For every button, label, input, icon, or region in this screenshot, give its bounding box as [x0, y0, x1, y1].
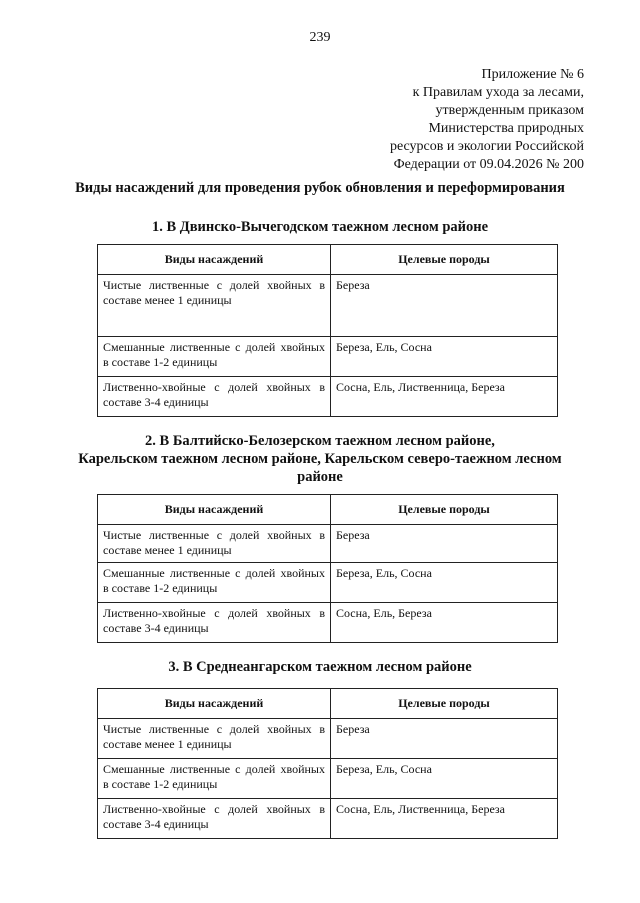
appendix-line: Федерации от 09.04.2026 № 200: [393, 157, 584, 172]
stand-type-cell: Чистые лиственные с долей хвойных в составе менее 1 единицы: [98, 525, 331, 563]
section-title-line: 2. В Балтийско-Белозерском таежном лесном районе,: [145, 433, 495, 449]
header-stand-types: Виды насаждений: [98, 245, 331, 275]
appendix-line: ресурсов и экологии Российской: [389, 139, 584, 154]
table-header-row: [98, 495, 558, 525]
header-target-species: Целевые породы: [331, 245, 558, 275]
section-3-title: [0, 658, 640, 676]
table-row: [98, 799, 558, 839]
section-1-title: [0, 218, 640, 236]
section-title-line: Карельском таежном лесном районе, Карельском северо-таежном лесном: [78, 451, 562, 467]
table-row: [98, 337, 558, 377]
section-title-line: 3. В Среднеангарском таежном лесном районе: [168, 659, 472, 675]
target-species-cell: Береза: [331, 275, 558, 337]
stand-type-cell: Смешанные лиственные с долей хвойных в составе 1-2 единицы: [98, 563, 331, 603]
stand-type-cell: Чистые лиственные с долей хвойных в составе менее 1 единицы: [98, 719, 331, 759]
table-row: [98, 603, 558, 643]
header-target-species: Целевые породы: [331, 689, 558, 719]
appendix-line: утвержденным приказом: [435, 103, 584, 118]
section-title-line: 1. В Двинско-Вычегодском таежном лесном районе: [151, 219, 489, 235]
document-title: Виды насаждений для проведения рубок обновления и переформирования: [75, 180, 565, 196]
stand-type-cell: Смешанные лиственные с долей хвойных в составе 1-2 единицы: [98, 759, 331, 799]
appendix-line: Приложение № 6: [481, 67, 584, 82]
target-species-cell: Береза, Ель, Сосна: [331, 563, 558, 603]
header-stand-types: Виды насаждений: [98, 689, 331, 719]
page-number: 239: [309, 30, 331, 45]
table-row: [98, 525, 558, 563]
stand-type-cell: Лиственно-хвойные с долей хвойных в составе 3-4 единицы: [98, 603, 331, 643]
table-row: [98, 719, 558, 759]
target-species-cell: Сосна, Ель, Лиственница, Береза: [331, 799, 558, 839]
appendix-note: [344, 66, 584, 174]
target-species-cell: Сосна, Ель, Береза: [331, 603, 558, 643]
header-target-species: Целевые породы: [331, 495, 558, 525]
appendix-line: к Правилам ухода за лесами,: [412, 85, 584, 100]
target-species-cell: Береза: [331, 719, 558, 759]
appendix-line: Министерства природных: [428, 121, 584, 136]
stand-type-cell: Смешанные лиственные с долей хвойных в составе 1-2 единицы: [98, 337, 331, 377]
stand-type-cell: Лиственно-хвойные с долей хвойных в составе 3-4 единицы: [98, 377, 331, 417]
section-2-title: [0, 432, 640, 486]
target-species-cell: Сосна, Ель, Лиственница, Береза: [331, 377, 558, 417]
header-stand-types: Виды насаждений: [98, 495, 331, 525]
section-1-table: [97, 244, 558, 417]
stand-type-cell: Лиственно-хвойные с долей хвойных в составе 3-4 единицы: [98, 799, 331, 839]
table-header-row: [98, 689, 558, 719]
section-3-table: [97, 688, 558, 839]
target-species-cell: Береза: [331, 525, 558, 563]
section-2-table: [97, 494, 558, 643]
table-header-row: [98, 245, 558, 275]
stand-type-cell: Чистые лиственные с долей хвойных в составе менее 1 единицы: [98, 275, 331, 337]
table-row: [98, 759, 558, 799]
table-row: [98, 563, 558, 603]
table-row: [98, 377, 558, 417]
table-row: [98, 275, 558, 337]
section-title-line: районе: [297, 469, 343, 485]
target-species-cell: Береза, Ель, Сосна: [331, 759, 558, 799]
target-species-cell: Береза, Ель, Сосна: [331, 337, 558, 377]
